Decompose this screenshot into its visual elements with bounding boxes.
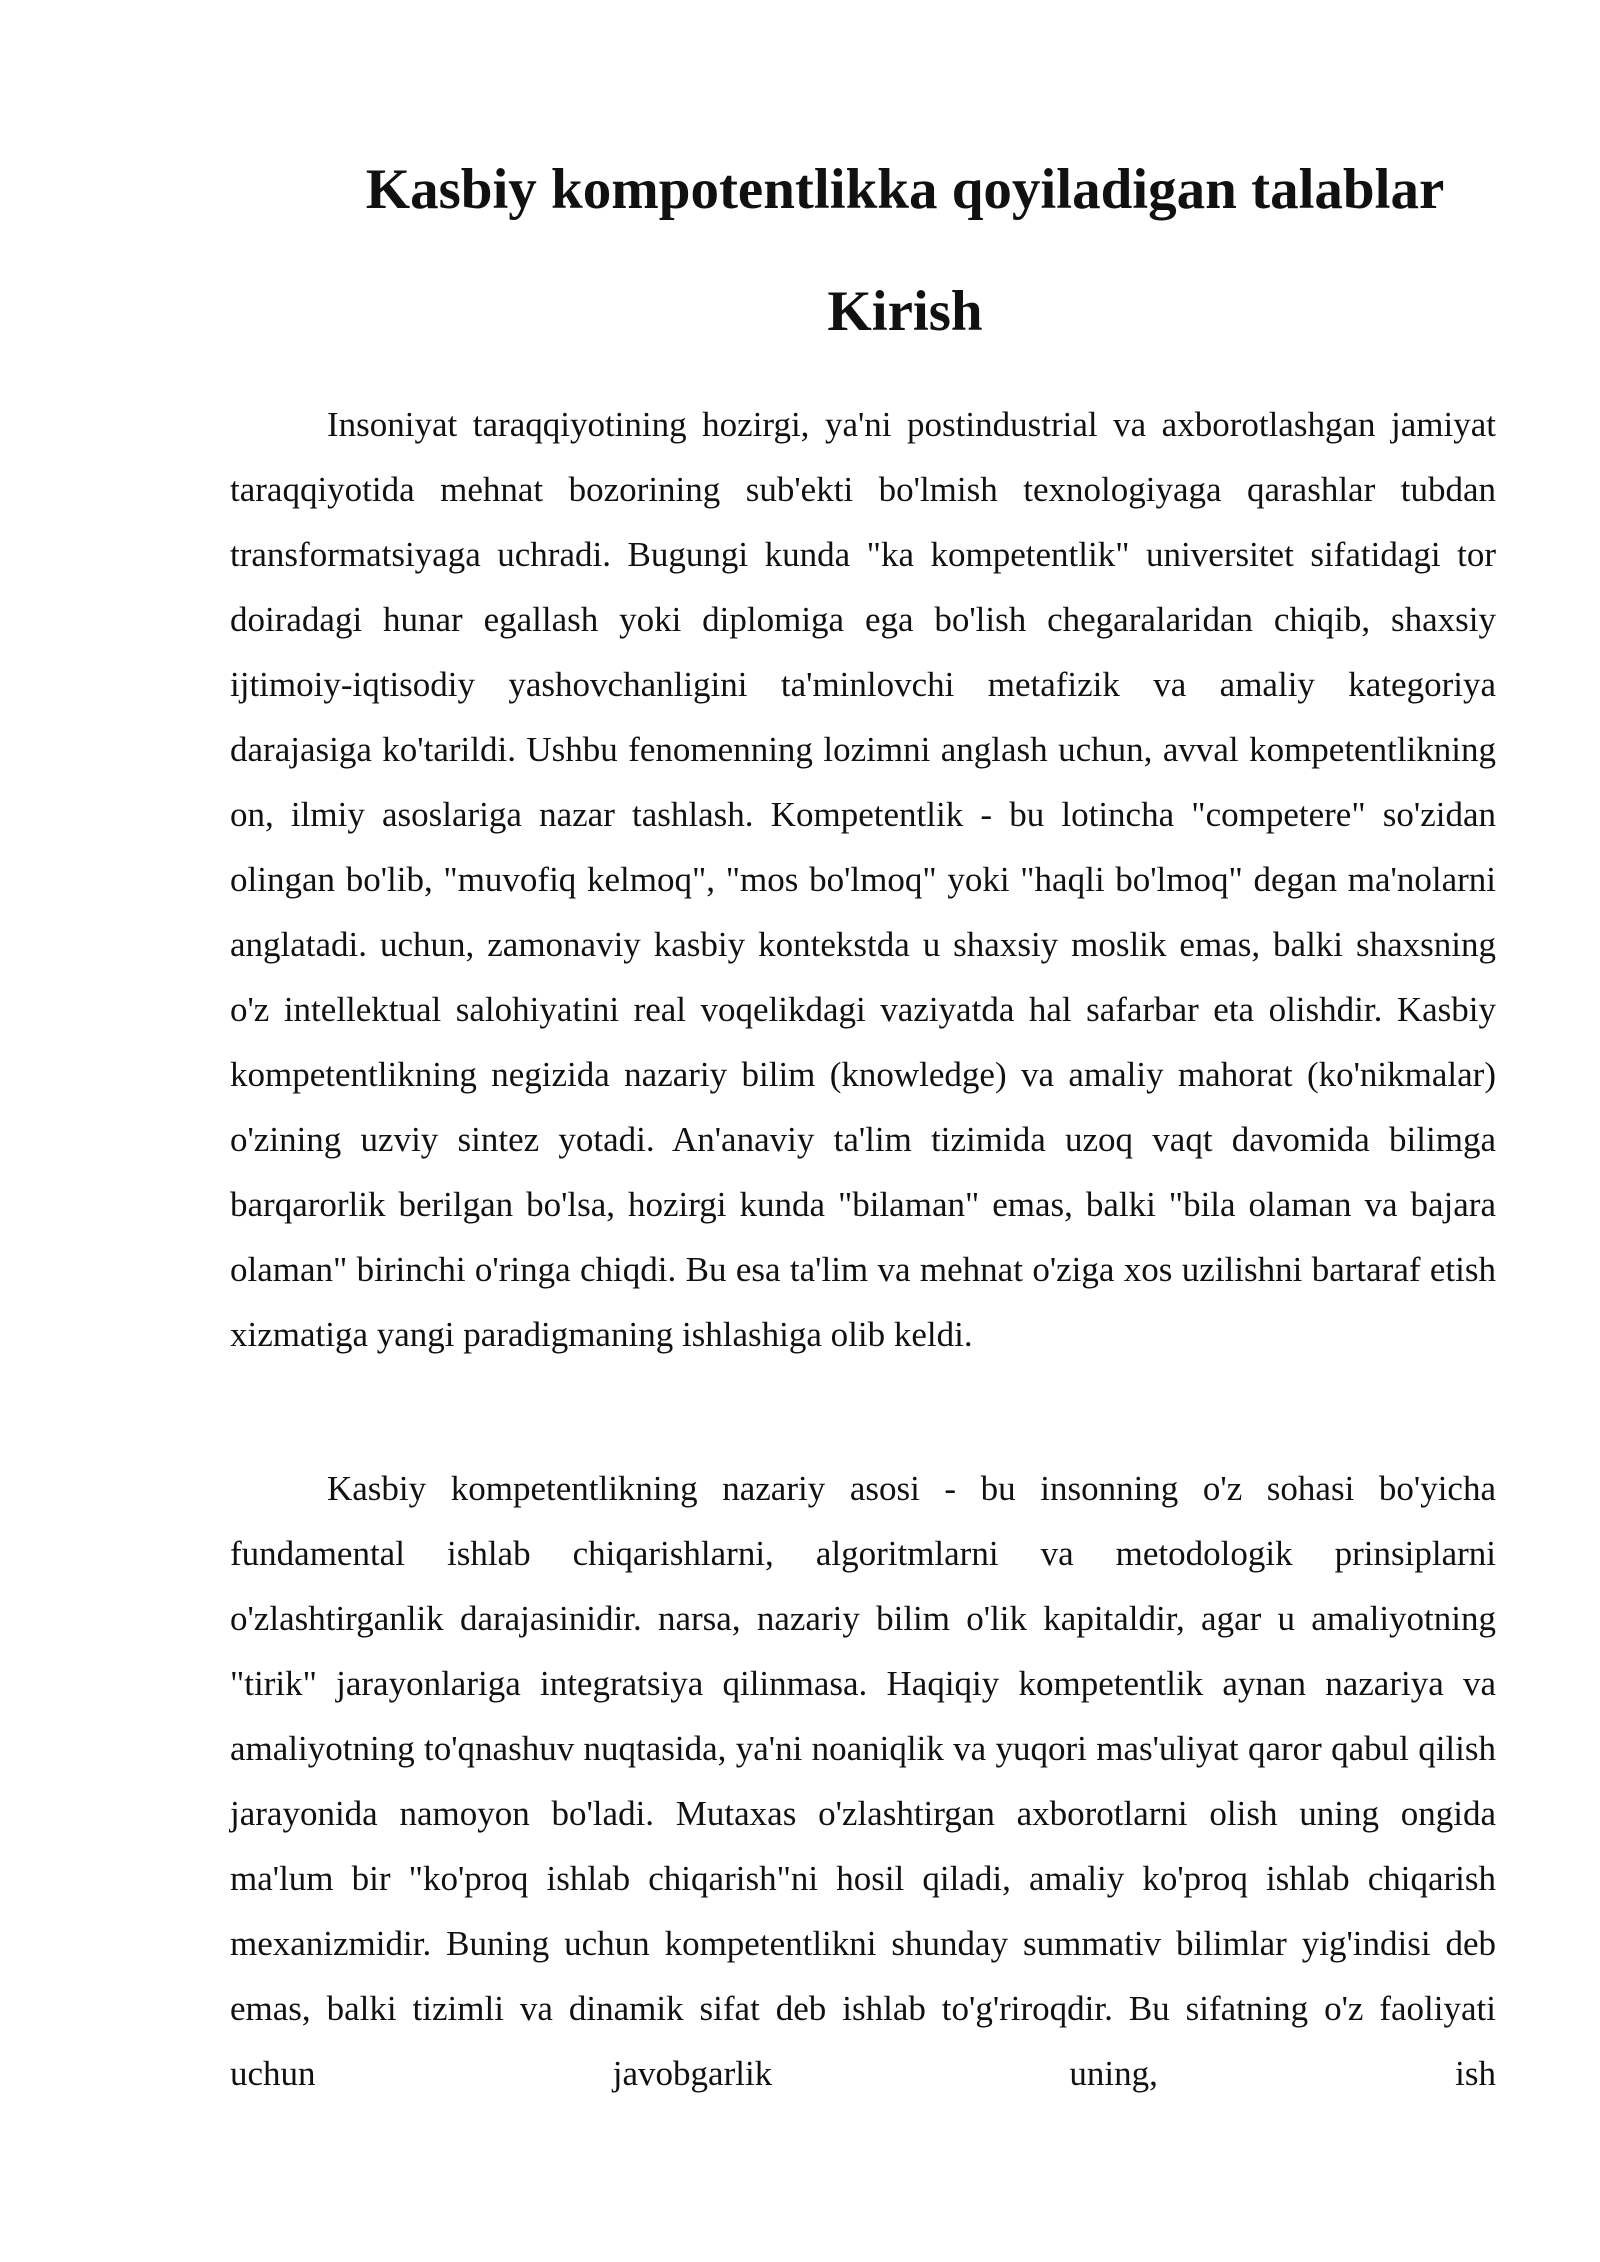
document-title: Kasbiy kompotentlikka qoyiladigan talablar xyxy=(365,158,1445,221)
section-heading: Kirish xyxy=(827,280,983,343)
body-paragraph: Insoniyat taraqqiyotining hozirgi, ya'ni postindustrial va axborotlashgan jamiyat taraqqiyotida mehnat bozorining sub'ekti bo'lmish texnologiyaga qarashlar tubdan transformatsiyaga uchradi. Bugungi kunda "ka kompetentlik" universitet sifatidagi tor doiradagi hunar egallash yoki diplomiga ega bo'lish chegaralaridan chiqib, shaxsiy ijtimoiy-iqtisodiy yashovchanligini ta'minlovchi metafizik va amaliy kategoriya darajasiga ko'tarildi. Ushbu fenomenning lozimni anglash uchun, avval kompetentlikning on, ilmiy asoslariga nazar tashlash. Kompetentlik - bu lotincha "competere" so'zidan olingan bo'lib, "muvofiq kelmoq", "mos bo'lmoq" yoki "haqli bo'lmoq" degan ma'nolarni anglatadi. uchun, zamonaviy kasbiy kontekstda u shaxsiy moslik emas, balki shaxsning o'z intellektual salohiyatini real voqelikdagi vaziyatda hal safarbar eta olishdir. Kasbiy kompetentlikning negizida nazariy bilim (knowledge) va amaliy mahorat (ko'nikmalar) o'zining uzviy sintez yotadi. An'anaviy ta'lim tizimida uzoq vaqt davomida bilimga barqarorlik berilgan bo'lsa, hozirgi kunda "bilaman" emas, balki "bila olaman va bajara olaman" birinchi o'ringa chiqdi. Bu esa ta'lim va mehnat o'ziga xos uzilishni bartaraf etish xizmatiga yangi paradigmaning ishlashiga olib keldi. xyxy=(230,405,1496,1354)
body-paragraph: Kasbiy kompetentlikning nazariy asosi - bu insonning o'z sohasi bo'yicha fundamental ishlab chiqarishlarni, algoritmlarni va metodologik prinsiplarni o'zlashtirganlik darajasinidir. narsa, nazariy bilim o'lik kapitaldir, agar u amaliyotning "tirik" jarayonlariga integratsiya qilinmasa. Haqiqiy kompetentlik aynan nazariya va amaliyotning to'qnashuv nuqtasida, ya'ni noaniqlik va yuqori mas'uliyat qaror qabul qilish jarayonida namoyon bo'ladi. Mutaxas o'zlashtirgan axborotlarni olish uning ongida ma'lum bir "ko'proq ishlab chiqarish"ni hosil qiladi, amaliy ko'proq ishlab chiqarish mexanizmidir. Buning uchun kompetentlikni shunday summativ bilimlar yig'indisi deb emas, balki tizimli va dinamik sifat deb ishlab to'g'riroqdir. Bu sifatning o'z faoliyati uchun javobgarlik uning, ish xyxy=(230,1469,1496,2093)
